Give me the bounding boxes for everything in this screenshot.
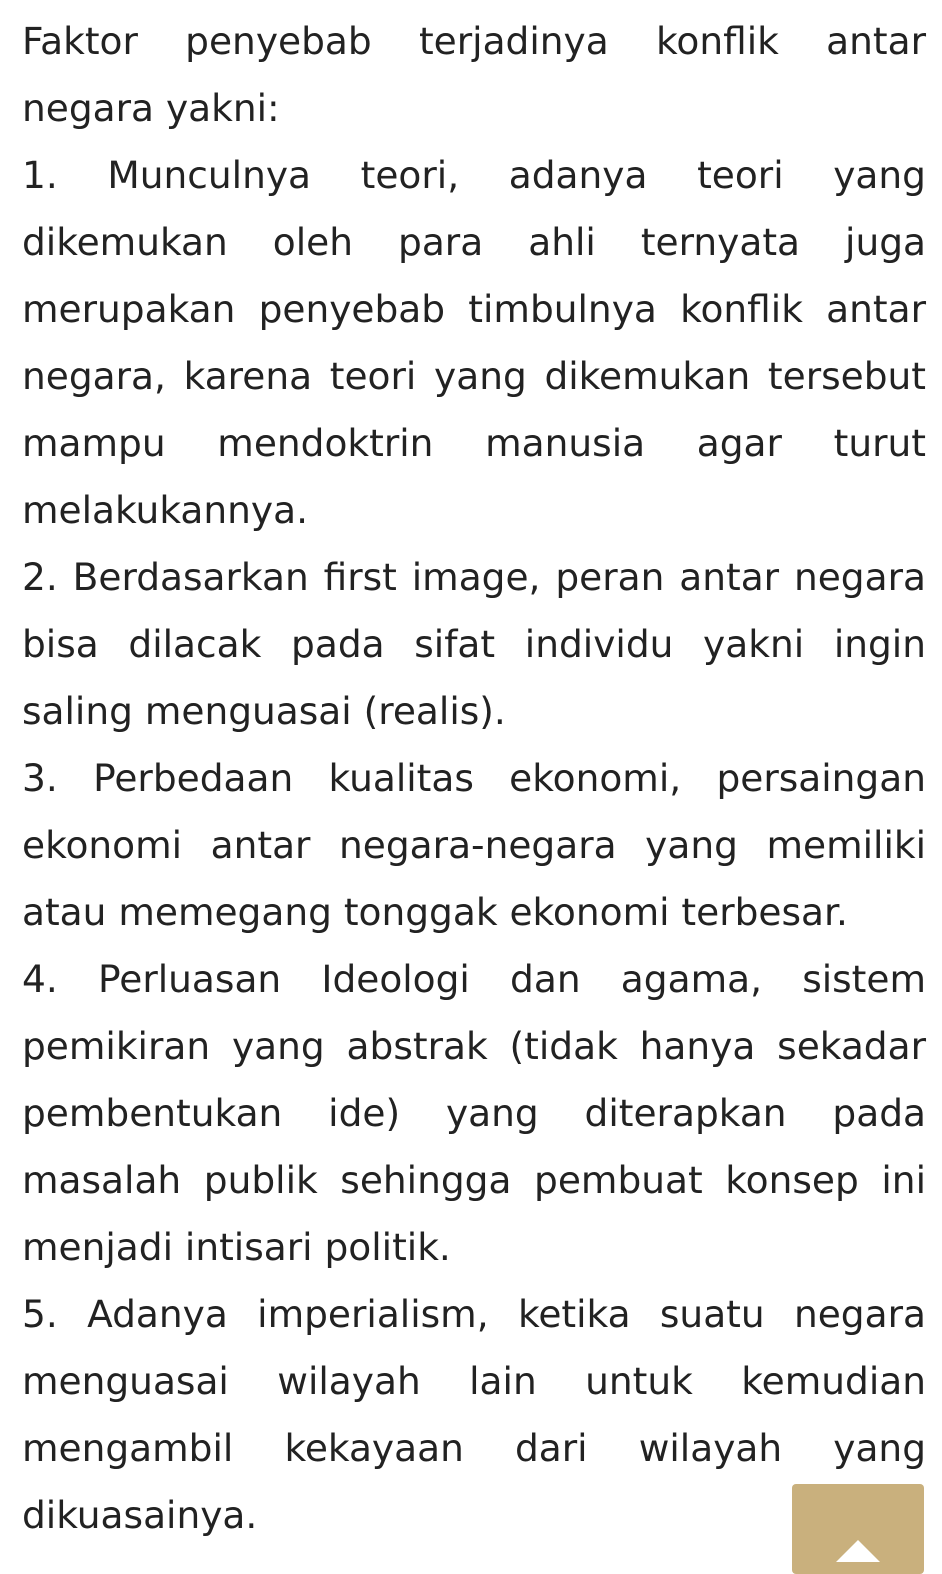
list-item: 1. Munculnya teori, adanya teori yang dikemukan oleh para ahli ternyata juga merupakan penyebab timbulnya konflik antar negara, karena teori yang dikemukan tersebut mampu mendoktrin manusia agar turut melakukannya. — [22, 153, 926, 532]
list-item: 2. Berdasarkan first image, peran antar negara bisa dilacak pada sifat individu yakni ingin saling menguasai (realis). — [22, 555, 926, 733]
list-item: 4. Perluasan Ideologi dan agama, sistem pemikiran yang abstrak (tidak hanya sekadar pembentukan ide) yang diterapkan pada masalah publik sehingga pembuat konsep ini menjadi intisari politik. — [22, 957, 926, 1269]
article-intro: Faktor penyebab terjadinya konflik antar negara yakni: — [22, 19, 926, 130]
list-item: 3. Perbedaan kualitas ekonomi, persaingan ekonomi antar negara-negara yang memiliki atau memegang tonggak ekonomi terbesar. — [22, 756, 926, 934]
scroll-to-top-button[interactable] — [792, 1484, 924, 1574]
list-item: 5. Adanya imperialism, ketika suatu negara menguasai wilayah lain untuk kemudian mengambil kekayaan dari wilayah yang dikuasainya. — [22, 1292, 926, 1537]
article-body — [22, 8, 926, 1549]
